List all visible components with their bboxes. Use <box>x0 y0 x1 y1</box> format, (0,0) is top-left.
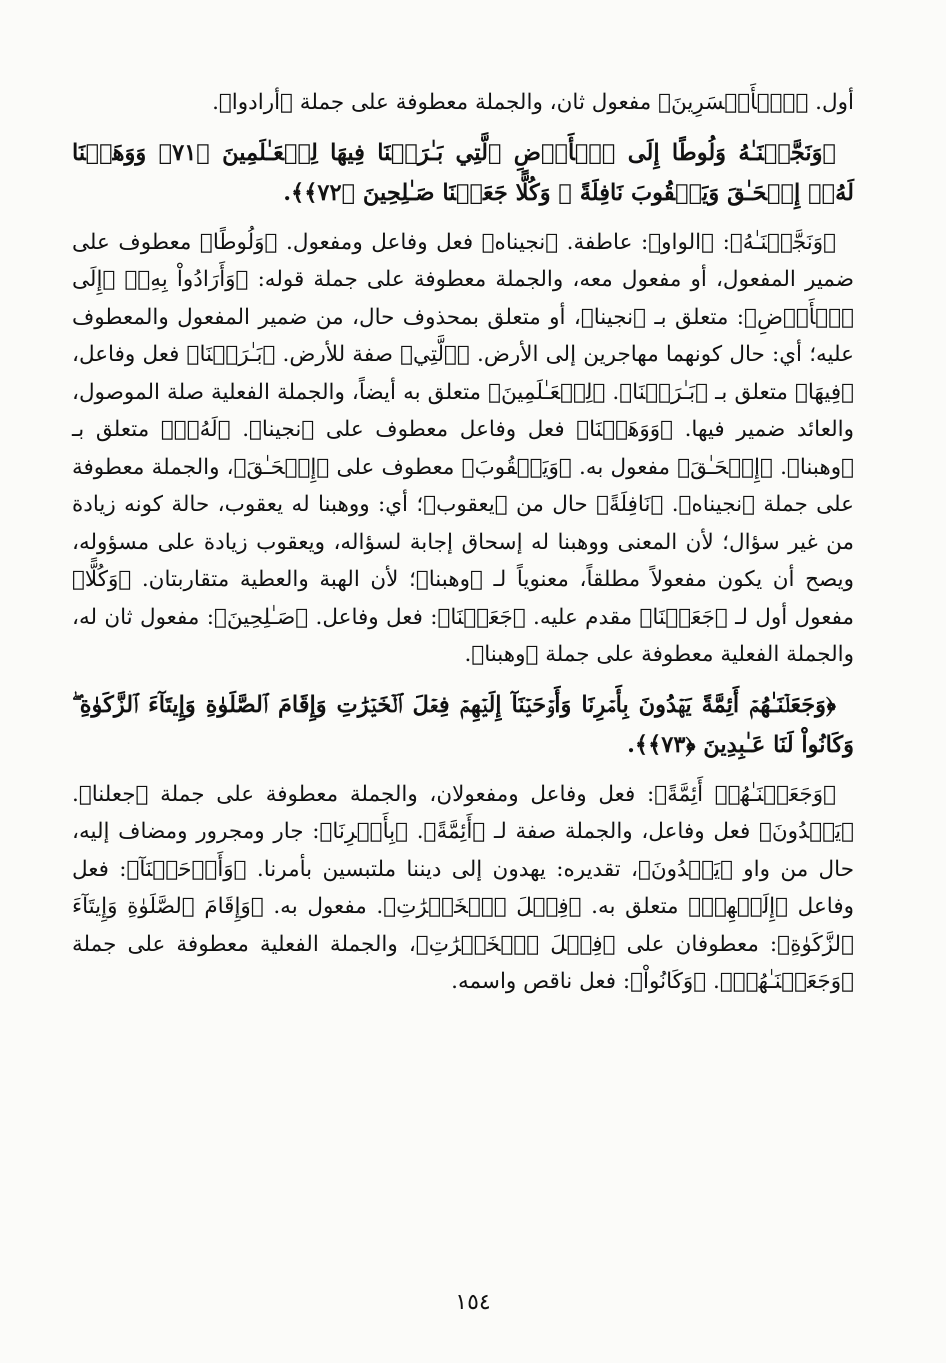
page-body <box>72 84 854 1001</box>
prose-paragraph: ﴿وَجَعَلۡنَـٰهُمۡ أَئِمَّةً﴾: فعل وفاعل ومفعولان، والجملة معطوفة على جملة ﴿جعلنا﴾. ﴿يَهۡدُونَ﴾ فعل وفاعل، والجملة صفة لـ ﴿أَئِمَّةً﴾. ﴿بِأَمۡرِنَا﴾: جار ومجرور ومضاف إليه، حال من واو ﴿يَهۡدُونَ﴾، تقديره: يهدون إلى ديننا ملتبسين بأمرنا. ﴿وَأَوۡحَيۡنَآ﴾: فعل وفاعل ﴿إِلَيۡهِمۡ﴾ متعلق به. ﴿فِعۡلَ ٱلۡخَيۡرَٰتِ﴾. مفعول به. ﴿وَإِقَامَ ٱلصَّلَوٰةِ وَإِيتَآءَ ٱلزَّكَوٰةِ﴾: معطوفان على ﴿فِعۡلَ ٱلۡخَيۡرَٰتِ﴾، والجملة الفعلية معطوفة على جملة ﴿وَجَعَلۡنَـٰهُمۡ﴾. ﴿وَكَانُواْ﴾: فعل ناقص واسمه. <box>72 781 854 994</box>
prose-paragraph: ﴿وَنَجَّيۡنَـٰهُ﴾: ﴿الواو﴾: عاطفة. ﴿نجيناه﴾ فعل وفاعل ومفعول. ﴿وَلُوطًا﴾ معطوف على ضمير المفعول، أو مفعول معه، والجملة معطوفة على جملة قوله: ﴿وَأَرَادُواْ بِهِۦ﴾ ﴿إِلَى ٱلۡأَرۡضِ﴾: متعلق بـ ﴿نجينا﴾، أو متعلق بمحذوف حال، من ضمير المفعول والمعطوف عليه؛ أي: حال كونهما مهاجرين إلى الأرض. ﴿ٱلَّتِي﴾ صفة للأرض. ﴿بَـٰرَكۡنَا﴾ فعل وفاعل، ﴿فِيهَا﴾ متعلق بـ ﴿بَـٰرَكۡنَا﴾. ﴿لِلۡعَـٰلَمِينَ﴾ متعلق به أيضاً، والجملة الفعلية صلة الموصول، والعائد ضمير فيها. ﴿وَوَهَبۡنَا﴾ فعل وفاعل معطوف على ﴿نجينا﴾. ﴿لَهُۥٓ﴾ متعلق بـ ﴿وهبنا﴾. ﴿إِسۡحَـٰقَ﴾ مفعول به. ﴿وَيَعۡقُوبَ﴾ معطوف على ﴿إِسۡحَـٰقَ﴾، والجملة معطوفة على جملة ﴿نجيناه﴾. ﴿نَافِلَةً﴾ حال من ﴿يعقوب﴾؛ أي: ووهبنا له يعقوب، حالة كونه زيادة من غير سؤال؛ لأن المعنى ووهبنا له إسحاق إجابة لسؤاله، ويعقوب زيادة على مسؤوله، ويصح أن يكون مفعولاً مطلقاً، معنوياً لـ ﴿وهبنا﴾؛ لأن الهبة والعطية متقاربتان. ﴿وَكُلًّا﴾ مفعول أول لـ ﴿جَعَلۡنَا﴾ مقدم عليه. ﴿جَعَلۡنَا﴾: فعل وفاعل. ﴿صَـٰلِحِينَ﴾: مفعول ثان له، والجملة الفعلية معطوفة على جملة ﴿وهبنا﴾. <box>72 229 854 667</box>
quran-verse: ﴿وَنَجَّيۡنَـٰهُ وَلُوطًا إِلَى ٱلۡأَرۡضِ ٱلَّتِي بَـٰرَكۡنَا فِيهَا لِلۡعَـٰلَمِينَ ﴿٧١﴾ وَوَهَبۡنَا لَهُۥٓ إِسۡحَـٰقَ وَيَعۡقُوبَ نَافِلَةً ۖ وَكُلًّا جَعَلۡنَا صَـٰلِحِينَ ﴿٧٢﴾﴾. <box>72 139 854 206</box>
quran-verse: ﴿وَجَعَلۡنَـٰهُمۡ أَئِمَّةً يَهۡدُونَ بِأَمۡرِنَا وَأَوۡحَيۡنَآ إِلَيۡهِمۡ فِعۡلَ ٱلۡخَيۡرَٰتِ وَإِقَامَ ٱلصَّلَوٰةِ وَإِيتَآءَ ٱلزَّكَوٰةِ ۖ وَكَانُواْ لَنَا عَـٰبِدِينَ ﴿٧٣﴾﴾. <box>72 691 854 758</box>
prose-paragraph: أول. ﴿ٱلۡأَخۡسَرِينَ﴾ مفعول ثان، والجملة معطوفة على جملة ﴿أرادوا﴾. <box>212 90 854 115</box>
page-number: ١٥٤ <box>455 1290 491 1315</box>
